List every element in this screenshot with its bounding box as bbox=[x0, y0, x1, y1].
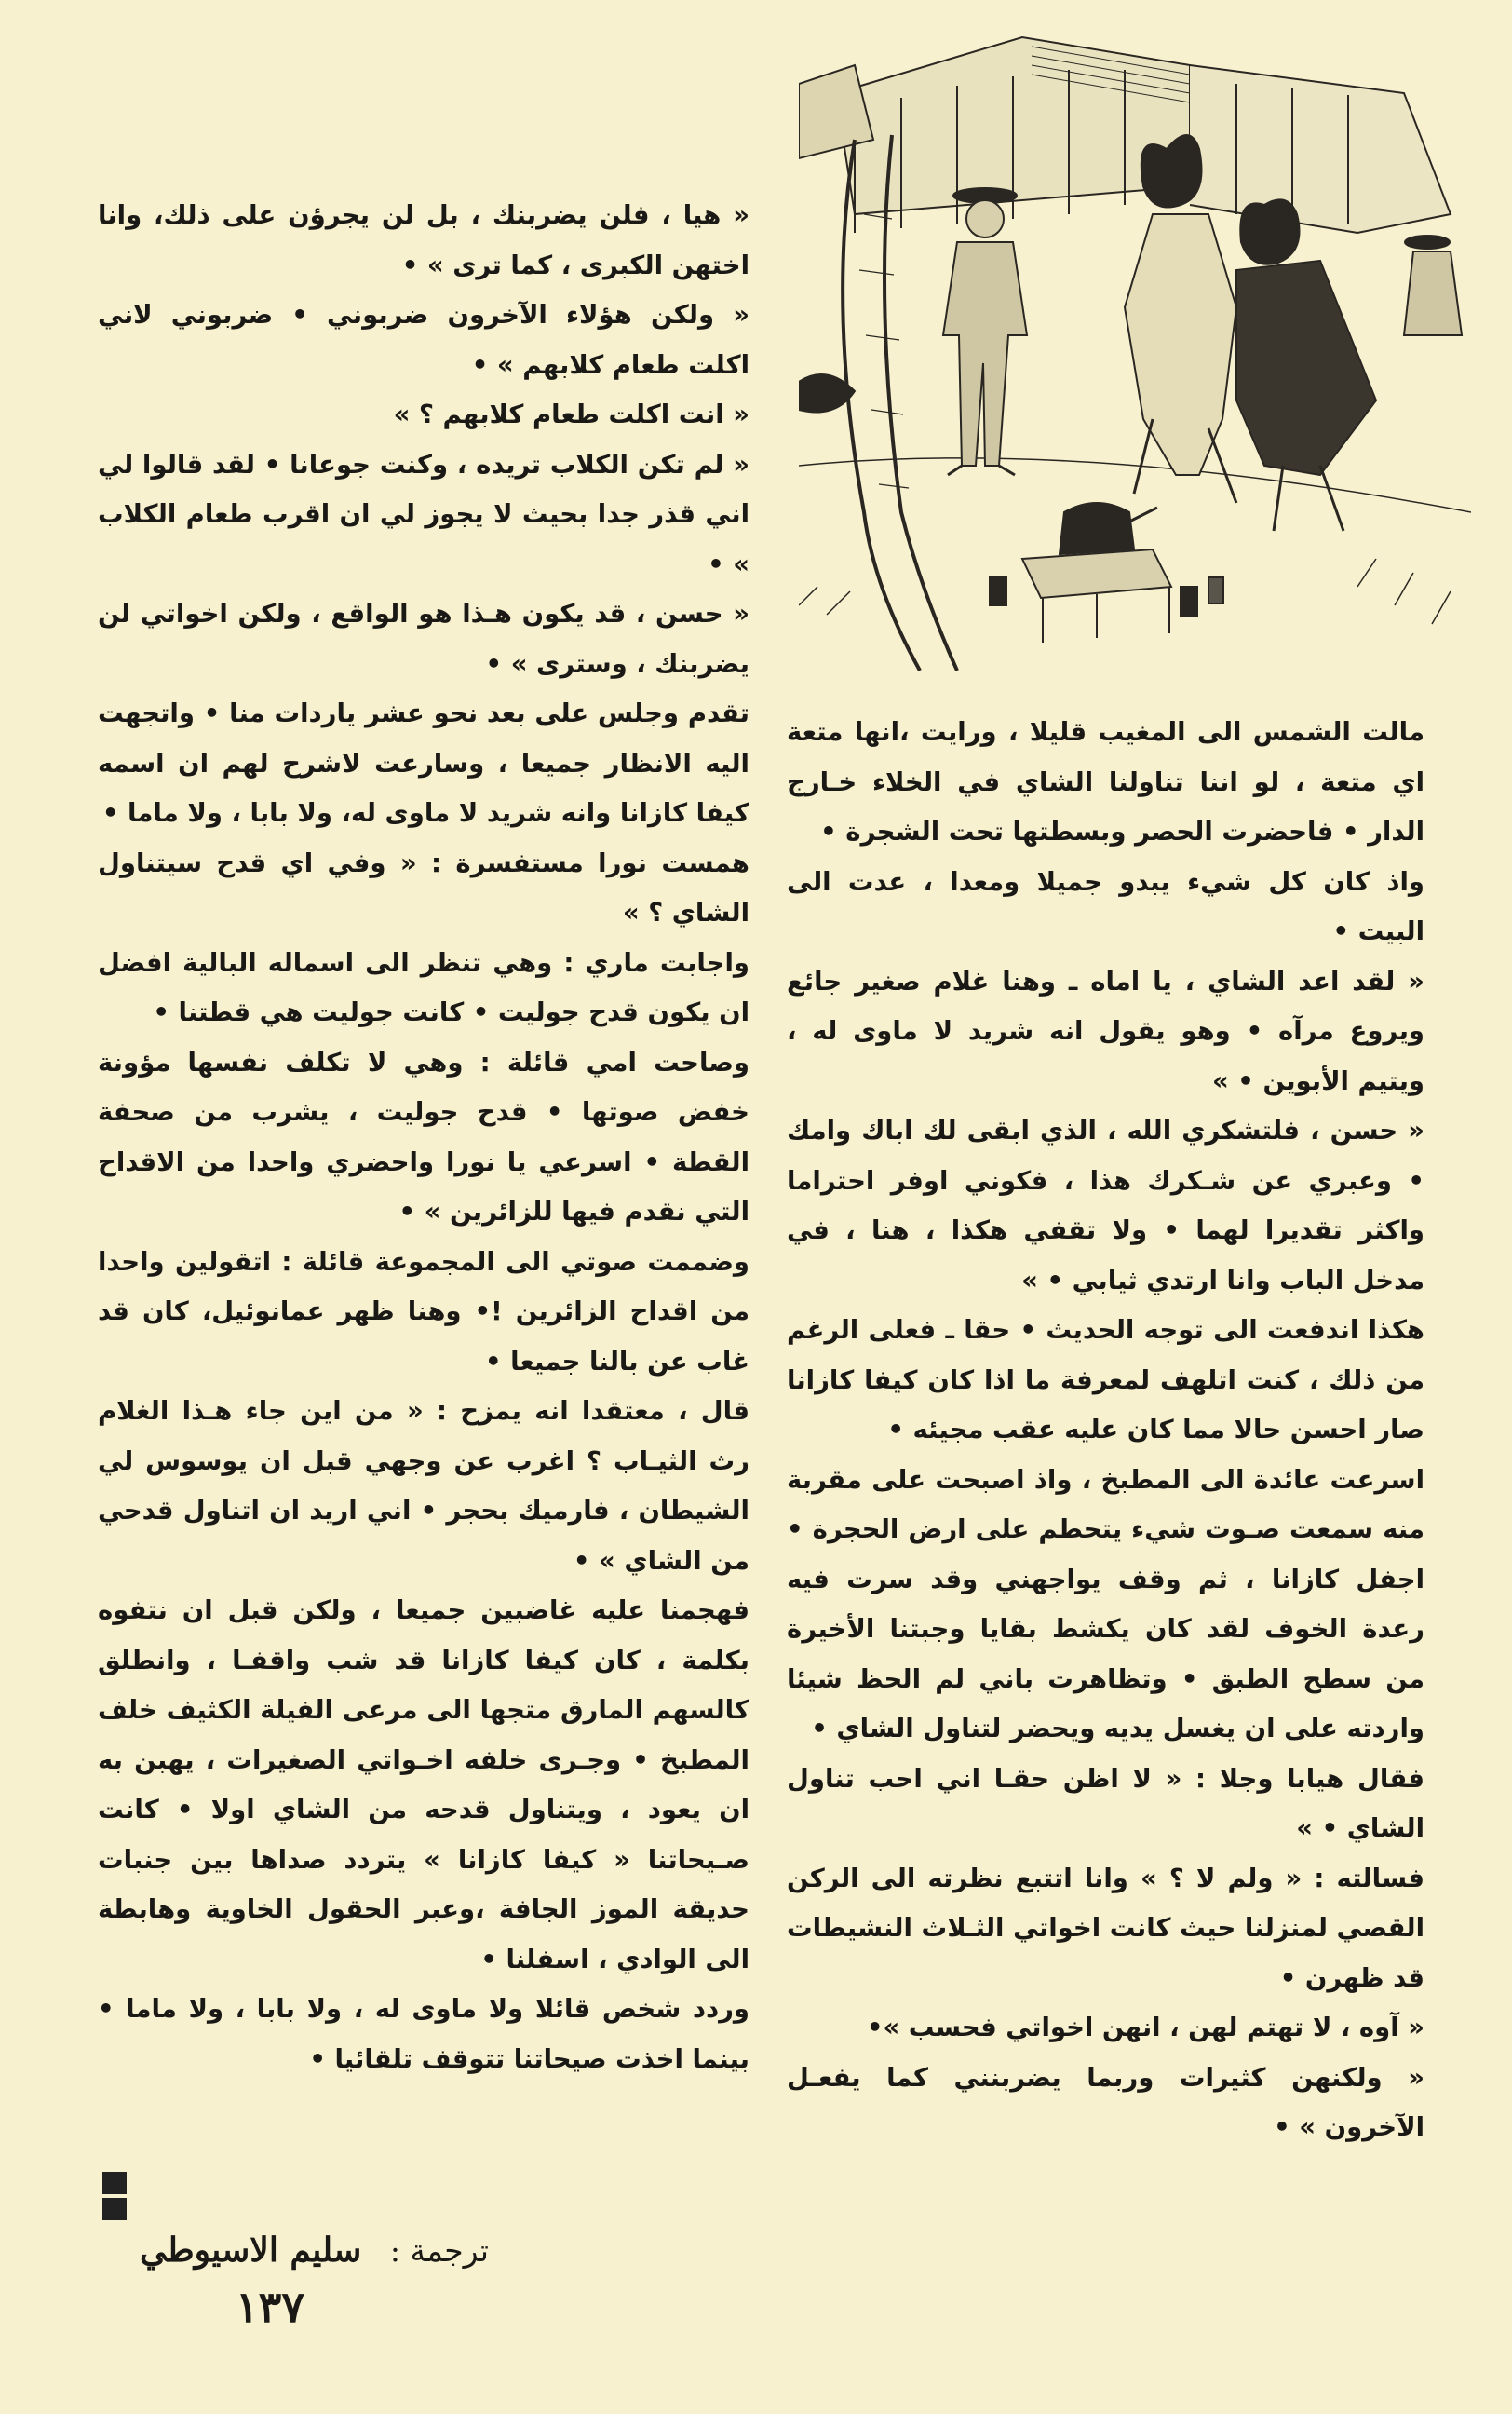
paragraph: قال ، معتقدا انه يمزح : « من اين جاء هـذا الغلام رث الثيـاب ؟ اغرب عن وجهي قبل ان يوسوس لي الشيطان ، فارميك بحجر • اني اريد ان اتناول قدحي من الشاي » • bbox=[98, 1396, 749, 1576]
translator-role: ترجمة : bbox=[389, 2232, 489, 2269]
paragraph: « حسن ، قد يكون هـذا هو الواقع ، ولكن اخواتي لن يضربنك ، وسترى » • bbox=[98, 599, 749, 679]
paragraph: تقدم وجلس على بعد نحو عشر ياردات منا • واتجهت اليه الانظار جميعا ، وسارعت لاشرح لهم ان اسمه كيفا كازانا وانه شريد لا ماوى له، ولا بابا ، ولا ماما • bbox=[98, 698, 749, 828]
paragraph: وردد شخص قائلا ولا ماوى له ، ولا بابا ، ولا ماما • بينما اخذت صيحاتنا تتوقف تلقائيا • bbox=[98, 1994, 749, 2074]
paragraph: اسرعت عائدة الى المطبخ ، واذ اصبحت على مقربة منه سمعت صـوت شيء يتحطم على ارض الحجرة • اجفل كازانا ، ثم وقف يواجهني وقد سرت فيه رعدة الخوف لقد كان يكشط بقايا وجبتنا الأخيرة من سطح الطبق • وتظاهرت باني لم الحظ شيئا واردته على ان يغسل يديه ويحضر لتناول الشاي • bbox=[787, 1464, 1424, 1743]
paragraph: فسالته : « ولم لا ؟ » وانا اتتبع نظرته الى الركن القصي لمنزلنا حيث كانت اخواتي الثـلاث النشيطات قد ظهرن • bbox=[787, 1863, 1424, 1993]
page-number: ١٣٧ bbox=[235, 2282, 305, 2332]
paragraph: فقال هيابا وجلا : « لا اظن حقـا اني احب تناول الشاي • » bbox=[787, 1763, 1424, 1843]
right-text-column bbox=[787, 708, 1424, 2153]
paragraph: « انت اكلت طعام كلابهم ؟ » bbox=[393, 400, 749, 429]
paragraph: « آوه ، لا تهتم لهن ، انهن اخواتي فحسب »• bbox=[866, 2013, 1424, 2042]
village-scene-illustration bbox=[799, 28, 1471, 680]
paragraph: وصاحت امي قائلة : وهي لا تكلف نفسها مؤونة خفض صوتها • قدح جوليت ، يشرب من صحفة القطة • اسرعي يا نورا واحضري واحدا من الاقداح التي نقدم فيها للزائرين » • bbox=[98, 1047, 749, 1227]
paragraph: « هيا ، فلن يضربنك ، بل لن يجرؤن على ذلك، وانا اختهن الكبرى ، كما ترى » • bbox=[98, 200, 749, 280]
paragraph: همست نورا مستفسرة : « وفي اي قدح سيتناول الشاي ؟ » bbox=[98, 848, 749, 928]
paragraph: وضممت صوتي الى المجموعة قائلة : اتقولين واحدا من اقداح الزائرين !• وهنا ظهر عمانوئيل، كان قد غاب عن بالنا جميعا • bbox=[98, 1246, 749, 1377]
translator-credit bbox=[140, 2231, 559, 2270]
paragraph: « لقد اعد الشاي ، يا اماه ـ وهنا غلام صغير جائع ويروع مرآه • وهو يقول انه شريد لا ماوى له ، ويتيم الأبوين • » bbox=[787, 966, 1424, 1096]
end-of-article-mark bbox=[102, 2172, 158, 2194]
paragraph: « حسن ، فلتشكري الله ، الذي ابقى لك اباك وامك • وعبري عن شـكرك هذا ، فكوني اوفر احتراما واكثر تقديرا لهما • ولا تقفي هكذا ، هنا ، في مدخل الباب وانا ارتدي ثيابي • » bbox=[787, 1116, 1424, 1295]
paragraph: « ولكن هؤلاء الآخرون ضربوني • ضربوني لاني اكلت طعام كلابهم » • bbox=[98, 300, 749, 380]
square-icon bbox=[102, 2198, 127, 2220]
paragraph: فهجمنا عليه غاضبين جميعا ، ولكن قبل ان نتفوه بكلمة ، كان كيفا كازانا قد شب واقفـا ، وانطلق كالسهم المارق متجها الى مرعى الفيلة الكثيف خلف المطبخ • وجـرى خلفه اخـواتي الصغيرات ، يهبن به ان يعود ، ويتناول قدحه من الشاي اولا • كانت صـيحاتنا « كيفا كازانا » يتردد صداها بين جنبات حديقة الموز الجافة ،وعبر الحقول الخاوية وهابطة الى الوادي ، اسفلنا • bbox=[98, 1595, 749, 1974]
translator-name: سليم الاسيوطي bbox=[140, 2231, 362, 2270]
square-icon bbox=[102, 2172, 127, 2194]
paragraph: واجابت ماري : وهي تنظر الى اسماله البالية افضل ان يكون قدح جوليت • كانت جوليت هي قطتنا • bbox=[98, 947, 749, 1027]
left-text-column bbox=[98, 191, 749, 2084]
paragraph: مالت الشمس الى المغيب قليلا ، ورايت ،انها متعة اي متعة ، لو اننا تناولنا الشاي في الخلاء خـارج الدار • فاحضرت الحصر وبسطتها تحت الشجرة • bbox=[787, 717, 1424, 847]
paragraph: واذ كان كل شيء يبدو جميلا ومعدا ، عدت الى البيت • bbox=[787, 866, 1424, 946]
paragraph: « ولكنهن كثيرات وربما يضربنني كما يفعـل الآخرون » • bbox=[787, 2062, 1424, 2142]
paragraph: هكذا اندفعت الى توجه الحديث • حقا ـ فعلى الرغم من ذلك ، كنت اتلهف لمعرفة ما اذا كان كيفا كازانا صار احسن حالا مما كان عليه عقب مجيئه • bbox=[787, 1315, 1424, 1444]
paragraph: « لم تكن الكلاب تريده ، وكنت جوعانا • لقد قالوا لي اني قذر جدا بحيث لا يجوز لي ان اقرب طعام الكلاب » • bbox=[98, 449, 749, 579]
